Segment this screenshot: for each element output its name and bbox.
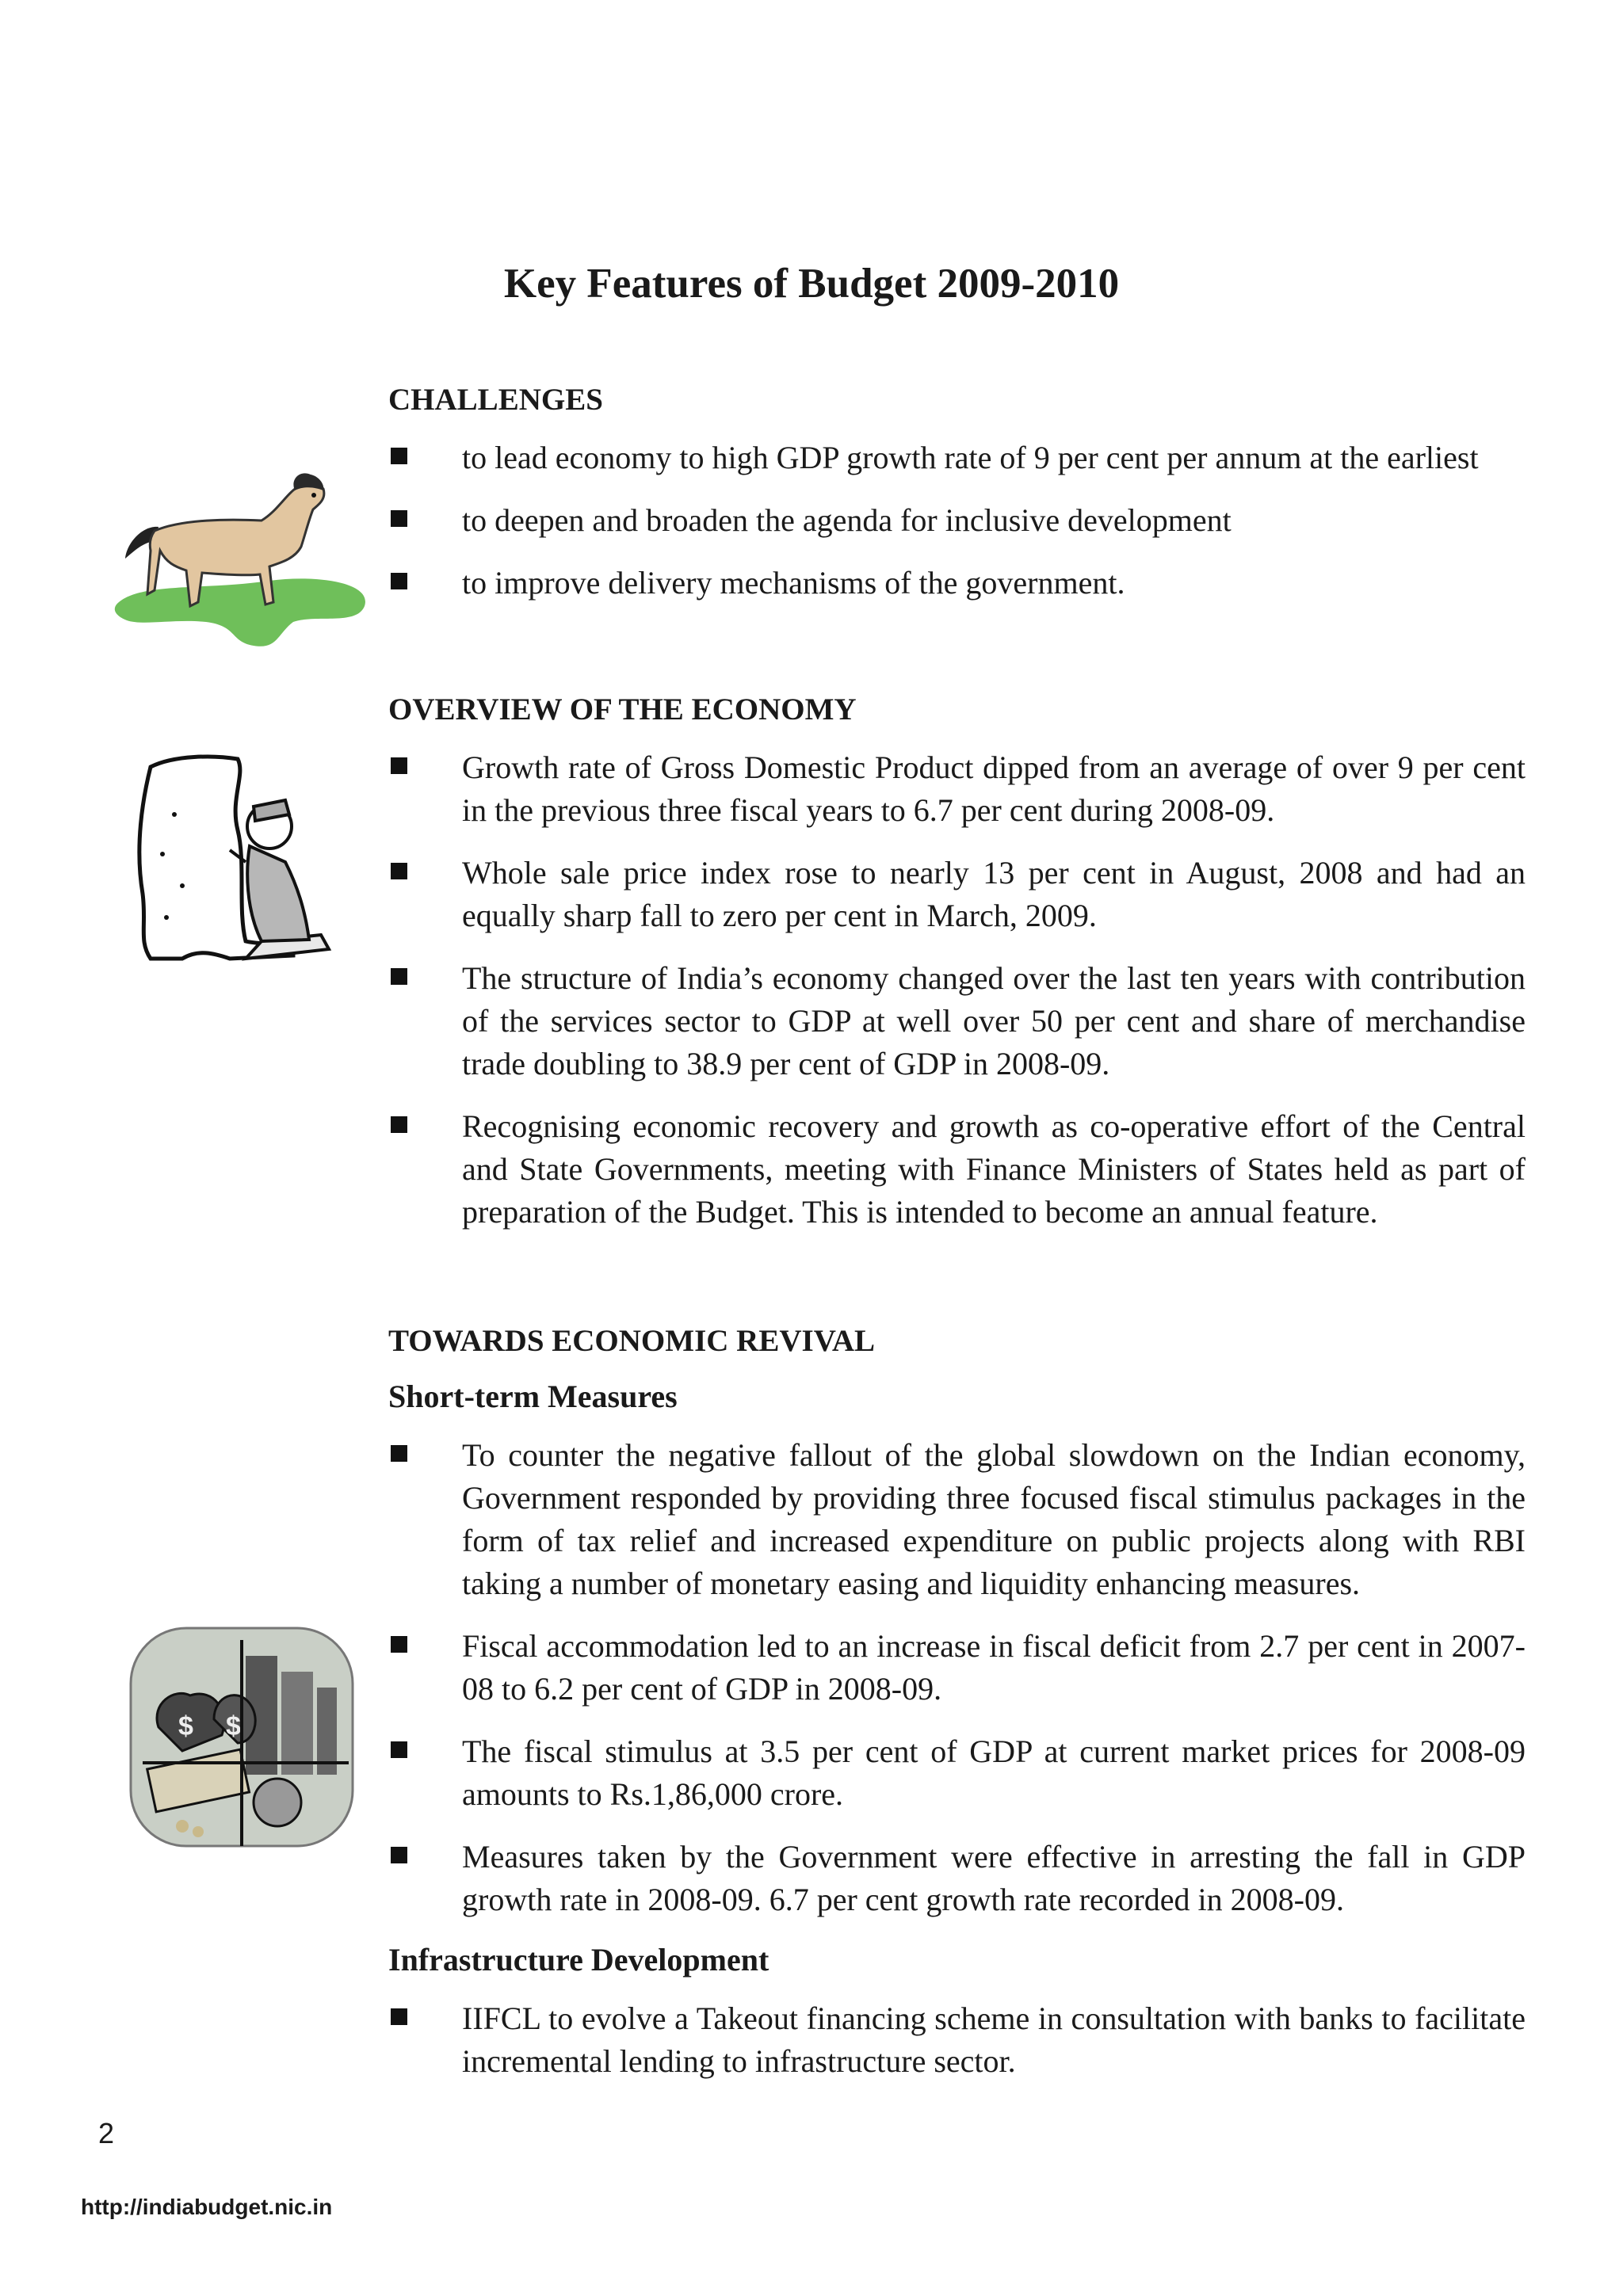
revival-section [388,1323,1526,2103]
bullet-square-icon [391,757,407,774]
list-item: to deepen and broaden the agenda for inclusive development [388,499,1526,542]
list-item: Fiscal accommodation led to an increase in fiscal deficit from 2.7 per cent in 2007-08 to 6.2 per cent of GDP in 2008-09. [388,1625,1526,1711]
list-item: to improve delivery mechanisms of the government. [388,562,1526,605]
list-item: to lead economy to high GDP growth rate of 9 per cent per annum at the earliest [388,437,1526,479]
overview-list [388,746,1526,1234]
footer-url: http://indiabudget.nic.in [81,2195,333,2219]
money-city-illustration [127,1624,357,1854]
man-with-scroll-illustration [127,751,341,965]
challenges-section [388,382,1526,624]
challenges-list [388,437,1526,605]
svg-text:$: $ [178,1711,193,1741]
overview-heading: OVERVIEW OF THE ECONOMY [388,692,857,727]
list-item: The structure of India’s economy changed over the last ten years with contribution of the services sector to GDP at well over 50 per cent and share of merchandise trade doubling to 38.9 per cent of GDP in 2008-09. [388,957,1526,1085]
bullet-square-icon [391,1636,407,1653]
bullet-square-icon [391,1741,407,1758]
short-term-list [388,1434,1526,1921]
list-item: Recognising economic recovery and growth as co-operative effort of the Central and State Governments, meeting with Finance Ministers of States held as part of preparation of the Budget. This is intended to become an annual feature. [388,1105,1526,1234]
list-item: Growth rate of Gross Domestic Product dipped from an average of over 9 per cent in the previous three fiscal years to 6.7 per cent during 2008-09. [388,746,1526,832]
list-item: Measures taken by the Government were effective in arresting the fall in GDP growth rate in 2008-09. 6.7 per cent growth rate recorded in 2008-09. [388,1836,1526,1921]
infrastructure-list [388,1997,1526,2083]
bullet-square-icon [391,1847,407,1863]
short-term-heading: Short-term Measures [388,1379,678,1414]
page-number: 2 [98,2117,115,2149]
revival-heading: TOWARDS ECONOMIC REVIVAL [388,1324,876,1358]
bullet-square-icon [391,573,407,589]
list-item: The fiscal stimulus at 3.5 per cent of GDP at current market prices for 2008-09 amounts to Rs.1,86,000 crore. [388,1730,1526,1816]
svg-text:$: $ [226,1711,241,1741]
overview-section [388,692,1526,1253]
list-item: IIFCL to evolve a Takeout financing scheme in consultation with banks to facilitate incremental lending to infrastructure sector. [388,1997,1526,2083]
bullet-square-icon [391,2008,407,2025]
bullet-square-icon [391,1445,407,1462]
bullet-square-icon [391,863,407,879]
challenges-heading: CHALLENGES [388,383,603,417]
bullet-square-icon [391,968,407,985]
bullet-square-icon [391,1116,407,1133]
list-item: To counter the negative fallout of the global slowdown on the Indian economy, Government responded by providing three focused fiscal stimulus packages in the form of tax relief and increased expenditure on public projects along with RBI taking a number of monetary easing and liquidity enhancing measures. [388,1434,1526,1605]
list-item: Whole sale price index rose to nearly 13 per cent in August, 2008 and had an equally sharp fall to zero per cent in March, 2009. [388,852,1526,937]
infrastructure-heading: Infrastructure Development [388,1942,769,1978]
page-title: Key Features of Budget 2009-2010 [503,261,1120,307]
bullet-square-icon [391,448,407,464]
horse-illustration [111,463,372,654]
bullet-square-icon [391,510,407,527]
